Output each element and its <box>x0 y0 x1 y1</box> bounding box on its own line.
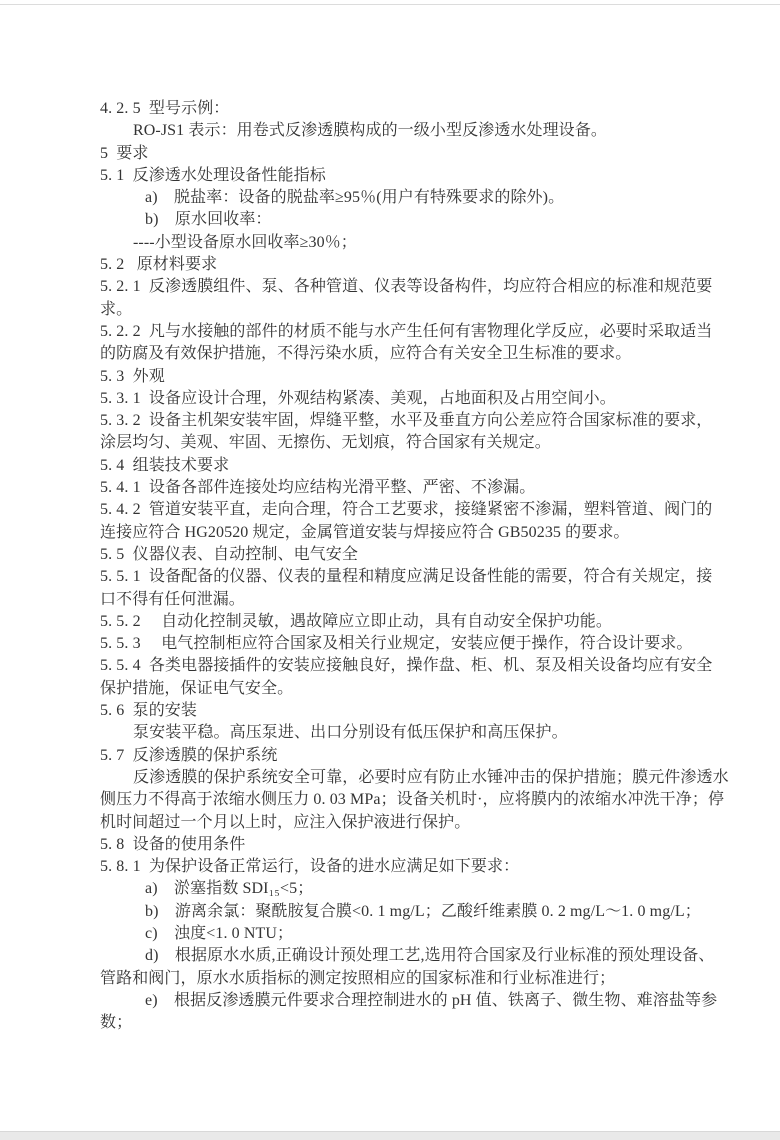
text-line: 数； <box>100 1014 133 1032</box>
text-line: a) 脱盐率：设备的脱盐率≥95％(用户有特殊要求的除外)。 <box>145 189 565 207</box>
text-line: 5. 4. 2 管道安装平直，走向合理，符合工艺要求，接缝紧密不渗漏，塑料管道、阀门的 <box>100 501 713 519</box>
text-line: 保护措施，保证电气安全。 <box>100 679 294 697</box>
text-line: 5. 7 反渗透膜的保护系统 <box>100 746 278 764</box>
text-line: 5. 5. 3 电气控制柜应符合国家及相关行业规定，安装应便于操作，符合设计要求。 <box>100 635 693 653</box>
text-line: 5. 5. 1 设备配备的仪器、仪表的量程和精度应满足设备性能的需要，符合有关规定，接 <box>100 568 713 586</box>
text-line: 涂层均匀、美观、牢固、无擦伤、无划痕，符合国家有关规定。 <box>100 434 551 452</box>
text-line: 5. 2. 1 反渗透膜组件、泵、各种管道、仪表等设备构件，均应符合相应的标准和规范要 <box>100 278 713 296</box>
text-line: 5. 5. 4 各类电器接插件的安装应接触良好，操作盘、柜、机、泵及相关设备均应有安全 <box>100 657 713 675</box>
text-line: 5. 4 组装技术要求 <box>100 456 230 474</box>
page-bottom-strip <box>0 1131 780 1140</box>
text-line: 4. 2. 5 型号示例： <box>100 100 230 117</box>
text-line: e) 根据反渗透膜元件要求合理控制进水的 pH 值、铁离子、微生物、难溶盐等参 <box>145 991 718 1009</box>
text-line: c) 浊度<1. 0 NTU； <box>145 924 294 942</box>
text-line: 5. 6 泵的安装 <box>100 702 198 720</box>
text-line: ----小型设备原水回收率≥30％； <box>133 233 357 251</box>
text-line: RO-JS1 表示：用卷式反渗透膜构成的一级小型反渗透水处理设备。 <box>133 122 607 140</box>
text-line: 5. 1 反渗透水处理设备性能指标 <box>100 166 326 184</box>
text-line: d) 根据原水水质,正确设计预处理工艺,选用符合国家及行业标准的预处理设备、 <box>145 947 715 965</box>
text-line: 5. 5. 2 自动化控制灵敏，遇故障应立即止动，具有自动安全保护功能。 <box>100 612 613 630</box>
text-line: 5. 3 外观 <box>100 367 165 385</box>
text-line: 侧压力不得高于浓缩水侧压力 0. 03 MPa；设备关机时·，应将膜内的浓缩水冲洗干净；停 <box>100 791 725 809</box>
text-line: b) 原水回收率： <box>145 211 272 229</box>
text-line: 5. 4. 1 设备各部件连接处均应结构光滑平整、严密、不渗漏。 <box>100 479 536 497</box>
text-line: 连接应符合 HG20520 规定，金属管道安装与焊接应符合 GB50235 的要求。 <box>100 523 630 541</box>
document-content <box>100 98 729 1034</box>
text-line: 5. 8 设备的使用条件 <box>100 835 246 853</box>
text-line: 机时间超过一个月以上时，应注入保护液进行保护。 <box>100 813 471 831</box>
text-line: 5. 2 原材料要求 <box>100 256 218 274</box>
text-line: 5 要求 <box>100 144 149 162</box>
text-line: 求。 <box>100 300 133 318</box>
text-line: 泵安装平稳。高压泵进、出口分别设有低压保护和高压保护。 <box>133 724 568 742</box>
text-line: 的防腐及有效保护措施，不得污染水质，应符合有关安全卫生标准的要求。 <box>100 345 632 363</box>
text-line: 5. 8. 1 为保护设备正常运行，设备的进水应满足如下要求： <box>100 858 520 876</box>
text-line: 口不得有任何泄漏。 <box>100 590 245 608</box>
text-line: 5. 3. 1 设备应设计合理，外观结构紧凑、美观，占地面积及占用空间小。 <box>100 389 616 407</box>
page-top-divider <box>0 4 780 5</box>
text-line: a) 淤塞指数 SDI₁₅<5； <box>145 880 314 898</box>
text-line: b) 游离余氯：聚酰胺复合膜<0. 1 mg/L；乙酸纤维素膜 0. 2 mg/L～1. 0 mg/L； <box>145 902 701 920</box>
text-line: 反渗透膜的保护系统安全可靠，必要时应有防止水锤冲击的保护措施；膜元件渗透水 <box>133 768 729 786</box>
text-line: 管路和阀门，原水水质指标的测定按照相应的国家标准和行业标准进行； <box>100 969 616 987</box>
text-line: 5. 5 仪器仪表、自动控制、电气安全 <box>100 545 359 563</box>
text-line: 5. 3. 2 设备主机架安装牢固，焊缝平整，水平及垂直方向公差应符合国家标准的要求， <box>100 412 713 430</box>
text-line: 5. 2. 2 凡与水接触的部件的材质不能与水产生任何有害物理化学反应，必要时采取适当 <box>100 322 713 340</box>
